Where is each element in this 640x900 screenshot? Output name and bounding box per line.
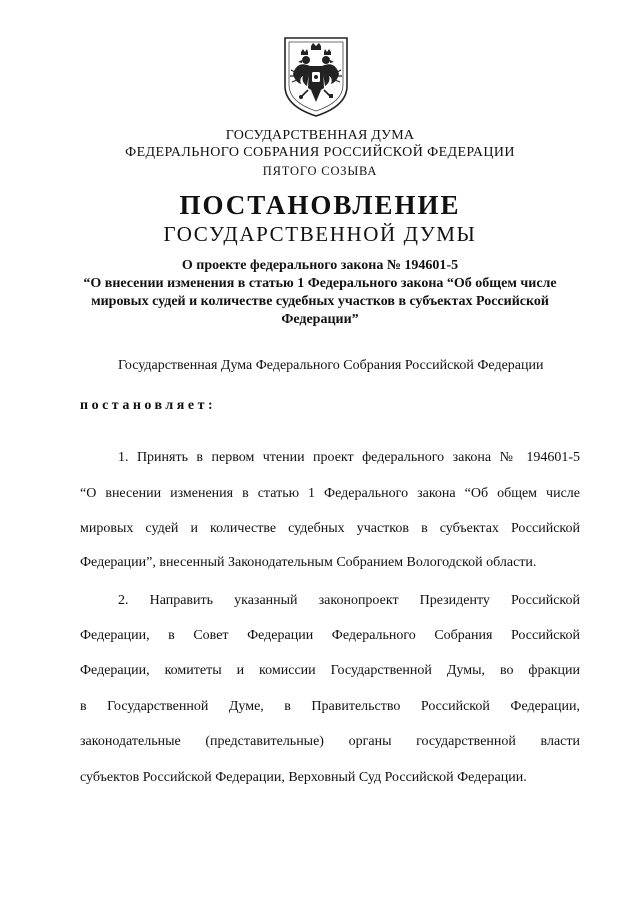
paragraph-2-line: законодательные (представительные) органы государственной власти bbox=[80, 734, 580, 749]
paragraph-2-line: Федерации, в Совет Федерации Федерального Собрания Российской bbox=[80, 628, 580, 643]
subject-line: “О внесении изменения в статью 1 Федерального закона “Об общем числе bbox=[83, 276, 557, 291]
paragraph-2-line: Федерации, комитеты и комиссии Государственной Думы, во фракции bbox=[80, 663, 580, 678]
subject-line: мировых судей и количестве судебных участков в субъектах Российской bbox=[91, 294, 549, 309]
russian-coat-of-arms-icon bbox=[271, 34, 361, 120]
paragraph-2-line: субъектов Российской Федерации, Верховный Суд Российской Федерации. bbox=[80, 770, 527, 785]
header-line-2: ФЕДЕРАЛЬНОГО СОБРАНИЯ РОССИЙСКОЙ ФЕДЕРАЦИИ bbox=[125, 145, 515, 160]
paragraph-2-line: в Государственной Думе, в Правительство Российской Федерации, bbox=[80, 699, 580, 714]
subject-line: О проекте федерального закона № 194601-5 bbox=[181, 258, 459, 273]
header-line-1: ГОСУДАРСТВЕННАЯ ДУМА bbox=[225, 128, 415, 143]
paragraph-1-line: мировых судей и количестве судебных участков в субъектах Российской bbox=[80, 521, 580, 536]
header-line-3: ПЯТОГО СОЗЫВА bbox=[262, 164, 378, 178]
body-resolves: постановляет: bbox=[80, 398, 217, 413]
subject-line: Федерации” bbox=[281, 312, 359, 327]
document-subtitle: ГОСУДАРСТВЕННОЙ ДУМЫ bbox=[163, 222, 477, 246]
paragraph-1-line: 1. Принять в первом чтении проект федерального закона № 194601-5 bbox=[118, 450, 580, 465]
paragraph-1-line: Федерации”, внесенный Законодательным Собранием Вологодской области. bbox=[80, 555, 537, 570]
body-intro: Государственная Дума Федерального Собрания Российской Федерации bbox=[118, 358, 544, 373]
paragraph-2-line: 2. Направить указанный законопроект Президенту Российской bbox=[118, 593, 580, 608]
paragraph-1-line: “О внесении изменения в статью 1 Федерального закона “Об общем числе bbox=[80, 486, 580, 501]
document-title: ПОСТАНОВЛЕНИЕ bbox=[179, 190, 461, 220]
